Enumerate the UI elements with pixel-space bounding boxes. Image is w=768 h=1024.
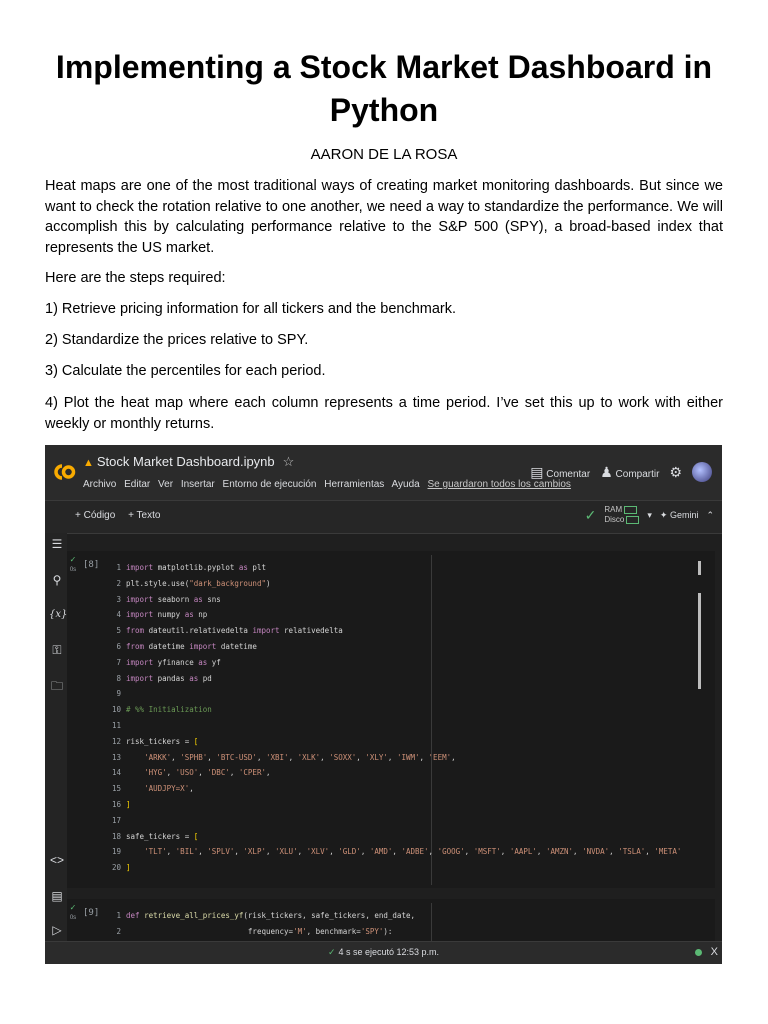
insert-buttons	[75, 510, 170, 521]
disk-bar	[626, 516, 639, 524]
add-code-button[interactable]: + Código	[75, 510, 116, 521]
share-button[interactable]	[600, 464, 659, 481]
code-cell-9[interactable]	[67, 899, 715, 944]
intro-paragraph: Heat maps are one of the most traditional ways of creating market monitoring dashboards. But since we want to check the rotation relative to one another, we need a way to standardize the performance. We will accomplish this by calculating performance relative to the S&P 500 (SPY), a broad-based index that represents the US market.	[45, 178, 723, 256]
disk-label: Disco	[604, 515, 625, 524]
menu-file[interactable]: Archivo	[83, 479, 117, 490]
execution-status[interactable]	[45, 947, 722, 958]
notebook-name[interactable]: Stock Market Dashboard.ipynb	[96, 454, 275, 469]
search-icon[interactable]: ⚲	[52, 573, 62, 587]
execution-status-text: 4 s se ejecutó 12:53 p.m.	[338, 947, 440, 957]
connected-check-icon: ✓	[584, 506, 597, 523]
menu-insert[interactable]: Insertar	[180, 479, 215, 490]
step-3: 3) Calculate the percentiles for each period.	[45, 363, 326, 379]
code-cell-8[interactable]	[67, 551, 715, 888]
colab-screenshot	[45, 445, 722, 964]
variables-icon[interactable]: {x}	[49, 609, 68, 620]
saved-status-link[interactable]: Se guardaron todos los cambios	[427, 479, 571, 490]
comment-label: Comentar	[546, 468, 591, 480]
scrollbar-thumb[interactable]	[698, 593, 701, 689]
key-icon[interactable]: ⚿	[52, 643, 62, 657]
document-author: AARON DE LA ROSA	[310, 146, 458, 163]
colab-logo-icon	[51, 459, 77, 485]
share-label: Compartir	[615, 468, 660, 480]
ram-label: RAM	[604, 505, 623, 514]
comment-icon: ▤	[530, 463, 544, 480]
run-check-icon: ✓	[69, 555, 77, 564]
code-editor[interactable]: 1 import matplotlib.pyplot as plt 2 plt.style.use("dark_background") 3 import seaborn as sns 4 import numpy as np 5 from dateutil.relativedelta import relativedelta 6 from datetime import datetime 7 import yfinance as yf 8 import pandas as pd 9 10 # %% Initialization 11 12 risk_tickers = [ 13 'ARKK', 'SPHB', 'BTC-USD', 'XBI', 'XLK', 'SOXX', 'XLY', 'IWM', 'EEM', 14 'HYG', 'USO', 'DBC', 'CPER', 15 'AUDJPY=X', 16 ] 17 18 safe_tickers = [ 19 'TLT', 'BIL', 'SPLV', 'XLP', 'XLU', 'XLV', 'GLD', 'AMD', 'ADBE', 'GOOG', 'MSFT', 'AAPL', 'AMZN', 'NVDA', 'TSLA', 'META' 20 ]	[111, 563, 682, 873]
header-actions	[530, 459, 712, 485]
ram-bar	[624, 506, 637, 514]
gemini-button[interactable]: ✦ Gemini	[659, 509, 699, 520]
status-bar	[45, 941, 722, 964]
menu-bar	[83, 479, 576, 490]
cell-exec-time: 0s	[69, 915, 77, 921]
left-sidebar	[45, 533, 67, 941]
gear-icon[interactable]: ⚙	[669, 463, 682, 480]
cell-run-status[interactable]	[67, 555, 79, 575]
run-check-icon: ✓	[69, 903, 77, 912]
menu-help[interactable]: Ayuda	[391, 479, 420, 490]
list-icon[interactable]: ☰	[51, 537, 63, 551]
step-4: 4) Plot the heat map where each column represents a time period. I’ve set this up to work with either weekly or monthly returns.	[45, 395, 723, 432]
code-icon[interactable]: <>	[49, 853, 64, 867]
star-icon[interactable]: ☆	[282, 454, 295, 469]
python-file-icon: ▲	[83, 457, 94, 469]
chevron-down-icon[interactable]: ▾	[647, 509, 652, 520]
cell-run-status[interactable]	[67, 903, 79, 923]
avatar[interactable]	[692, 462, 712, 482]
code-editor[interactable]: 1 def retrieve_all_prices_yf(risk_tickers, safe_tickers, end_date, 2 frequency='M', benchmark='SPY'):	[116, 911, 415, 936]
ruler-line	[431, 903, 432, 944]
menu-runtime[interactable]: Entorno de ejecución	[222, 479, 317, 490]
command-palette-icon[interactable]: ▷	[52, 923, 62, 937]
colab-header	[45, 445, 722, 500]
document-title: Implementing a Stock Market Dashboard in Python	[55, 49, 713, 128]
steps-intro: Here are the steps required:	[45, 270, 226, 286]
cell-execution-count: [8]	[83, 560, 100, 570]
step-2: 2) Standardize the prices relative to SPY.	[45, 332, 309, 348]
notebook-toolbar	[45, 500, 722, 534]
runtime-status-dot	[695, 949, 702, 956]
share-icon: ♟	[600, 463, 613, 480]
collapse-toolbar-icon[interactable]: ⌃	[706, 509, 714, 520]
menu-tools[interactable]: Herramientas	[324, 479, 385, 490]
terminal-icon[interactable]: ▤	[51, 889, 63, 903]
scroll-marker	[698, 561, 701, 575]
add-text-button[interactable]: + Texto	[128, 510, 161, 521]
resource-monitor[interactable]	[604, 505, 639, 525]
step-1: 1) Retrieve pricing information for all tickers and the benchmark.	[45, 301, 457, 317]
gemini-label: Gemini	[669, 509, 699, 520]
folder-icon[interactable]: 🗀	[50, 679, 63, 693]
menu-view[interactable]: Ver	[158, 479, 174, 490]
comment-button[interactable]	[530, 464, 590, 481]
close-icon[interactable]: X	[710, 946, 718, 958]
runtime-controls	[585, 505, 714, 525]
cell-exec-time: 0s	[69, 567, 77, 573]
notebook-title[interactable]	[83, 454, 294, 470]
cell-execution-count: [9]	[83, 908, 100, 918]
menu-edit[interactable]: Editar	[124, 479, 151, 490]
check-icon: ✓	[327, 947, 336, 957]
